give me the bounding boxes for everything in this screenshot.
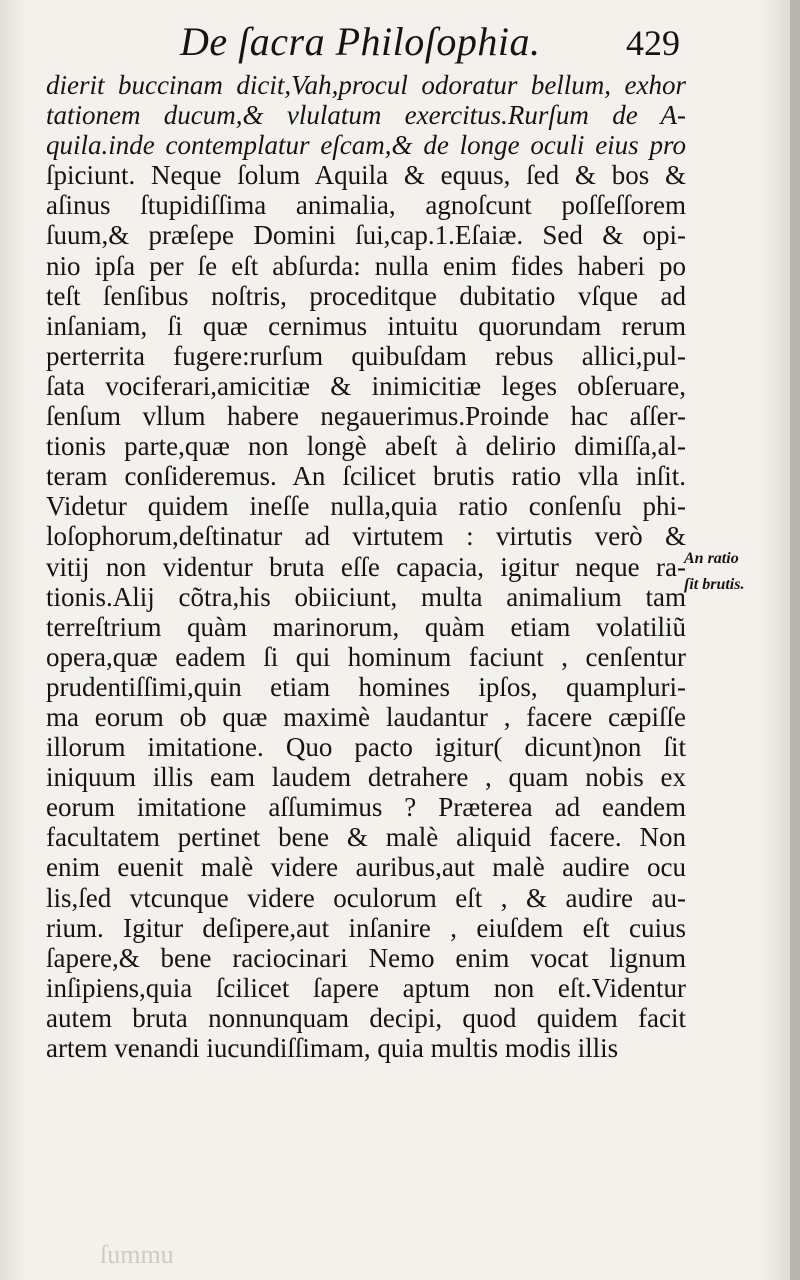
- text-line: enim euenit malè videre auribus,aut malè audire ocu: [46, 852, 686, 883]
- text-line: tationem ducum,& vlulatum exercitus.Rurſum de A-: [46, 100, 686, 131]
- marginal-note-line: ſit brutis.: [684, 576, 745, 593]
- text-line: tionis parte,quæ non longè abeſt à delirio dimiſſa,al-: [46, 431, 686, 462]
- text-line: opera,quæ eadem ſi qui hominum faciunt , cenſentur: [46, 641, 686, 672]
- text-line: prudentiſſimi,quin etiam homines ipſos, quampluri-: [46, 671, 686, 702]
- marginal-note: [684, 546, 780, 598]
- body-text: [46, 70, 686, 1063]
- text-line: dierit buccinam dicit,Vah,procul odoratur bellum, exhor: [46, 70, 686, 100]
- text-line: autem bruta nonnunquam decipi, quod quidem facit: [46, 1002, 686, 1033]
- text-line: loſophorum,deſtinatur ad virtutem : virtutis verò &: [46, 521, 686, 552]
- text-line: facultatem pertinet bene & malè aliquid facere. Non: [46, 822, 686, 853]
- text-line: quila.inde contemplatur eſcam,& de longe oculi eius pro: [46, 130, 686, 161]
- text-line: inſipiens,quia ſcilicet ſapere aptum non eſt.Videntur: [46, 972, 686, 1003]
- text-line: ſpiciunt. Neque ſolum Aquila & equus, ſed & bos &: [46, 160, 686, 191]
- text-line: Videtur quidem ineſſe nulla,quia ratio conſenſu phi-: [46, 491, 686, 522]
- page-edge-shadow: [790, 0, 800, 1280]
- text-line: aſinus ſtupidiſſima animalia, agnoſcunt poſſeſſorem: [46, 190, 686, 221]
- text-line: lis,ſed vtcunque videre oculorum eſt , & audire au-: [46, 882, 686, 913]
- text-line: ma eorum ob quæ maximè laudantur , facere cæpiſſe: [46, 701, 686, 732]
- text-line: tionis.Alij cõtra,his obiiciunt, multa animalium tam: [46, 581, 686, 612]
- page-header: [180, 14, 680, 68]
- text-line: ſata vociferari,amicitiæ & inimicitiæ leges obſeruare,: [46, 370, 686, 401]
- text-line: teſt ſenſibus noſtris, proceditque dubitatio vſque ad: [46, 280, 686, 311]
- marginal-note-line: An ratio: [684, 550, 739, 567]
- text-line: terreſtrium quàm marinorum, quàm etiam volatiliũ: [46, 611, 686, 642]
- text-line: inſaniam, ſi quæ cernimus intuitu quorundam rerum: [46, 310, 686, 341]
- text-line: ſapere,& bene raciocinari Nemo enim vocat lignum: [46, 942, 686, 973]
- text-line: illorum imitatione. Quo pacto igitur( dicunt)non ſit: [46, 732, 686, 763]
- text-line: teram conſideremus. An ſcilicet brutis ratio vlla inſit.: [46, 461, 686, 492]
- running-title: De ſacra Philoſophia.: [180, 19, 541, 64]
- text-line: rium. Igitur deſipere,aut inſanire , eiuſdem eſt cuius: [46, 912, 686, 943]
- text-line: nio ipſa per ſe eſt abſurda: nulla enim fides haberi po: [46, 250, 686, 281]
- text-line: artem venandi iucundiſſimam, quia multis modis illis: [46, 1033, 619, 1063]
- text-line: ſuum,& præſepe Domini ſui,cap.1.Eſaiæ. Sed & opi-: [46, 220, 686, 251]
- text-line: ſenſum vllum habere negauerimus.Proinde hac aſſer-: [46, 401, 686, 432]
- text-line: iniquum illis eam laudem detrahere , quam nobis ex: [46, 762, 686, 793]
- text-line: vitij non videntur bruta eſſe capacia, igitur neque ra-: [46, 551, 686, 582]
- bleed-through-text: ſummu: [100, 1240, 174, 1269]
- text-line: perterrita fugere:rurſum quibuſdam rebus allici,pul-: [46, 340, 686, 371]
- page-number: 429: [626, 23, 680, 63]
- text-line: eorum imitatione aſſumimus ? Præterea ad eandem: [46, 792, 686, 823]
